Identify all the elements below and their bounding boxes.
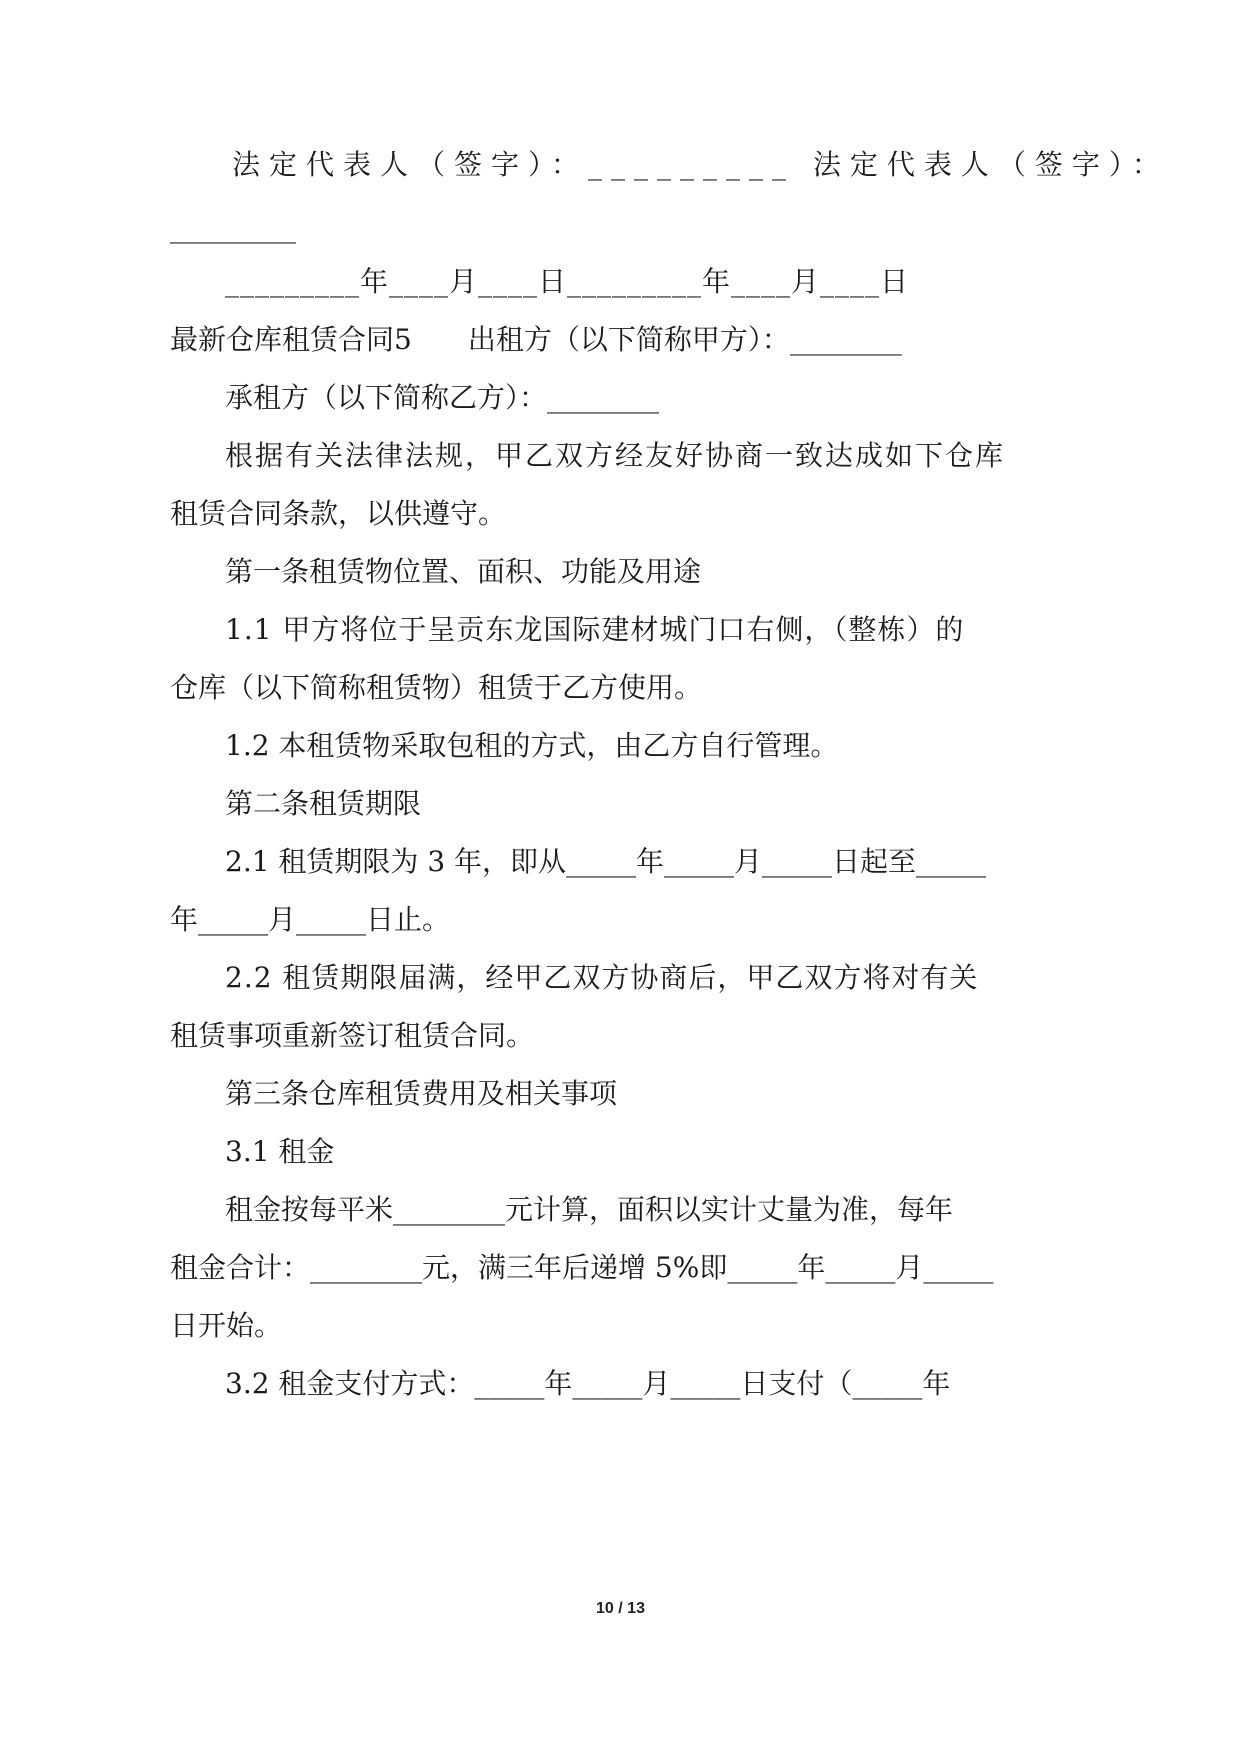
- section-heading: 第三条仓库租赁费用及相关事项: [225, 1077, 618, 1110]
- paragraph-line: 1.1 甲方将位于呈贡东龙国际建材城门口右侧，（整栋）的: [225, 613, 965, 646]
- paragraph-line: 年_____月_____日止。: [170, 903, 451, 936]
- section-heading: 第一条租赁物位置、面积、功能及用途: [225, 555, 702, 588]
- paragraph-line: 仓库（以下简称租赁物）租赁于乙方使用。: [170, 671, 703, 704]
- paragraph-line: 根据有关法律法规，甲乙双方经友好协商一致达成如下仓库: [225, 439, 1006, 472]
- paragraph-line: 租赁合同条款，以供遵守。: [170, 497, 507, 530]
- paragraph-line: 2.1 租赁期限为 3 年，即从_____年_____月_____日起至_____: [225, 845, 987, 878]
- paragraph-line: 租赁事项重新签订租赁合同。: [170, 1019, 535, 1052]
- date-line: _________年____月____日_________年____月____日: [225, 265, 910, 298]
- paragraph-line: 3.2 租金支付方式：_____年_____月_____日支付（_____年: [225, 1367, 951, 1400]
- paragraph-line: 2.2 租赁期限届满，经甲乙双方协商后，甲乙双方将对有关: [225, 961, 979, 994]
- subsection-heading: 3.1 租金: [225, 1135, 335, 1168]
- paragraph-line: 1.2 本租赁物采取包租的方式，由乙方自行管理。: [225, 729, 839, 762]
- paragraph-line: 租金合计：________元，满三年后递增 5%即_____年_____月_____: [170, 1251, 994, 1284]
- page-number: 10 / 13: [596, 1600, 645, 1617]
- paragraph-line: 日开始。: [170, 1309, 283, 1342]
- section-heading: 第二条租赁期限: [225, 787, 422, 820]
- contract-title-line: 最新仓库租赁合同5 出租方（以下简称甲方）：________: [170, 323, 902, 356]
- lessee-line: 承租方（以下简称乙方）：________: [225, 381, 660, 414]
- signature-blank: _________: [170, 211, 296, 244]
- paragraph-line: 租金按每平米________元计算，面积以实计丈量为准，每年: [225, 1193, 954, 1226]
- signature-line: 法定代表人（签字）：_________ 法定代表人（签字）：: [232, 148, 1169, 181]
